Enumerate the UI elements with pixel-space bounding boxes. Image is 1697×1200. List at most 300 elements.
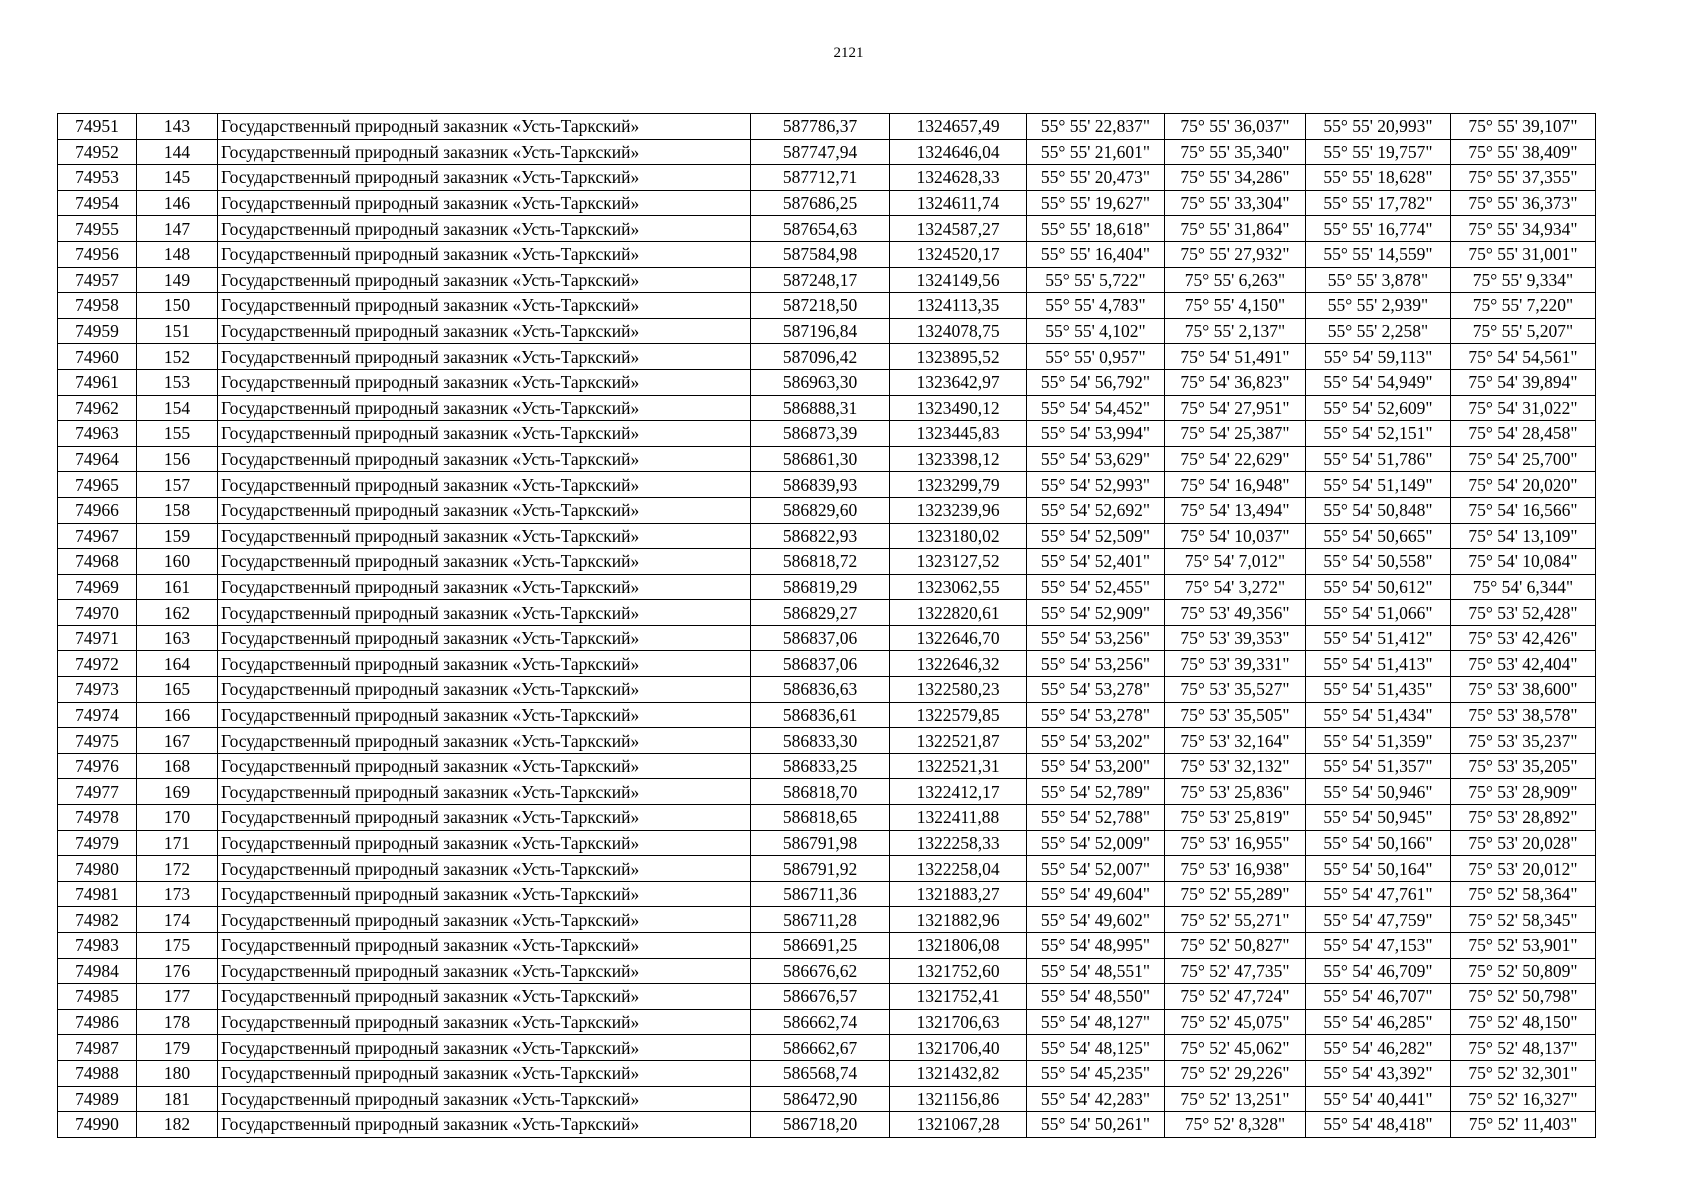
reserve-name-cell: Государственный природный заказник «Усть-Таркский» <box>218 984 751 1010</box>
longitude-alt-cell: 75° 55' 34,934" <box>1451 216 1596 242</box>
latitude-cell: 55° 54' 49,602" <box>1027 907 1165 933</box>
latitude-cell: 55° 54' 53,994" <box>1027 421 1165 447</box>
longitude-cell: 75° 52' 47,735" <box>1165 958 1306 984</box>
record-id-cell: 74972 <box>58 651 137 677</box>
table-row <box>58 651 1596 677</box>
record-id-cell: 74954 <box>58 190 137 216</box>
longitude-alt-cell: 75° 53' 42,426" <box>1451 625 1596 651</box>
point-number-cell: 176 <box>137 958 218 984</box>
table-row <box>58 805 1596 831</box>
latitude-cell: 55° 54' 48,127" <box>1027 1009 1165 1035</box>
table-row <box>58 472 1596 498</box>
longitude-cell: 75° 54' 36,823" <box>1165 369 1306 395</box>
longitude-alt-cell: 75° 53' 20,028" <box>1451 830 1596 856</box>
table-row <box>58 421 1596 447</box>
longitude-cell: 75° 53' 25,836" <box>1165 779 1306 805</box>
x-coordinate-cell: 586837,06 <box>751 625 890 651</box>
x-coordinate-cell: 586818,70 <box>751 779 890 805</box>
longitude-alt-cell: 75° 54' 25,700" <box>1451 446 1596 472</box>
reserve-name-cell: Государственный природный заказник «Усть-Таркский» <box>218 1035 751 1061</box>
longitude-alt-cell: 75° 53' 28,909" <box>1451 779 1596 805</box>
latitude-cell: 55° 55' 18,618" <box>1027 216 1165 242</box>
record-id-cell: 74983 <box>58 933 137 959</box>
longitude-cell: 75° 55' 4,150" <box>1165 293 1306 319</box>
y-coordinate-cell: 1322412,17 <box>890 779 1027 805</box>
point-number-cell: 152 <box>137 344 218 370</box>
longitude-cell: 75° 52' 50,827" <box>1165 933 1306 959</box>
reserve-name-cell: Государственный природный заказник «Усть-Таркский» <box>218 344 751 370</box>
point-number-cell: 177 <box>137 984 218 1010</box>
y-coordinate-cell: 1321156,86 <box>890 1086 1027 1112</box>
table-body <box>58 114 1596 1138</box>
reserve-name-cell: Государственный природный заказник «Усть-Таркский» <box>218 472 751 498</box>
table-row <box>58 395 1596 421</box>
latitude-cell: 55° 54' 53,278" <box>1027 677 1165 703</box>
longitude-cell: 75° 53' 39,331" <box>1165 651 1306 677</box>
latitude-cell: 55° 54' 45,235" <box>1027 1060 1165 1086</box>
reserve-name-cell: Государственный природный заказник «Усть-Таркский» <box>218 165 751 191</box>
latitude-cell: 55° 54' 48,125" <box>1027 1035 1165 1061</box>
reserve-name-cell: Государственный природный заказник «Усть-Таркский» <box>218 651 751 677</box>
latitude-cell: 55° 55' 5,722" <box>1027 267 1165 293</box>
longitude-cell: 75° 55' 2,137" <box>1165 318 1306 344</box>
reserve-name-cell: Государственный природный заказник «Усть-Таркский» <box>218 216 751 242</box>
latitude-cell: 55° 54' 53,278" <box>1027 702 1165 728</box>
latitude-alt-cell: 55° 54' 51,149" <box>1306 472 1451 498</box>
latitude-alt-cell: 55° 54' 51,066" <box>1306 600 1451 626</box>
longitude-cell: 75° 53' 16,955" <box>1165 830 1306 856</box>
table-row <box>58 753 1596 779</box>
latitude-alt-cell: 55° 54' 47,759" <box>1306 907 1451 933</box>
point-number-cell: 172 <box>137 856 218 882</box>
longitude-alt-cell: 75° 54' 6,344" <box>1451 574 1596 600</box>
longitude-alt-cell: 75° 53' 35,205" <box>1451 753 1596 779</box>
reserve-name-cell: Государственный природный заказник «Усть-Таркский» <box>218 600 751 626</box>
longitude-alt-cell: 75° 52' 48,137" <box>1451 1035 1596 1061</box>
table-row <box>58 114 1596 140</box>
latitude-alt-cell: 55° 54' 54,949" <box>1306 369 1451 395</box>
table-row <box>58 933 1596 959</box>
latitude-alt-cell: 55° 55' 2,939" <box>1306 293 1451 319</box>
longitude-alt-cell: 75° 52' 48,150" <box>1451 1009 1596 1035</box>
x-coordinate-cell: 586819,29 <box>751 574 890 600</box>
longitude-cell: 75° 55' 35,340" <box>1165 139 1306 165</box>
latitude-cell: 55° 55' 0,957" <box>1027 344 1165 370</box>
point-number-cell: 146 <box>137 190 218 216</box>
longitude-cell: 75° 54' 16,948" <box>1165 472 1306 498</box>
x-coordinate-cell: 586718,20 <box>751 1112 890 1138</box>
latitude-alt-cell: 55° 54' 50,945" <box>1306 805 1451 831</box>
longitude-cell: 75° 52' 13,251" <box>1165 1086 1306 1112</box>
y-coordinate-cell: 1324628,33 <box>890 165 1027 191</box>
record-id-cell: 74968 <box>58 549 137 575</box>
latitude-alt-cell: 55° 54' 50,166" <box>1306 830 1451 856</box>
latitude-cell: 55° 54' 52,909" <box>1027 600 1165 626</box>
x-coordinate-cell: 586711,36 <box>751 881 890 907</box>
reserve-name-cell: Государственный природный заказник «Усть-Таркский» <box>218 395 751 421</box>
longitude-cell: 75° 55' 6,263" <box>1165 267 1306 293</box>
latitude-alt-cell: 55° 54' 50,558" <box>1306 549 1451 575</box>
point-number-cell: 171 <box>137 830 218 856</box>
x-coordinate-cell: 586662,74 <box>751 1009 890 1035</box>
longitude-alt-cell: 75° 55' 31,001" <box>1451 241 1596 267</box>
point-number-cell: 151 <box>137 318 218 344</box>
latitude-alt-cell: 55° 54' 50,946" <box>1306 779 1451 805</box>
point-number-cell: 165 <box>137 677 218 703</box>
latitude-cell: 55° 54' 53,202" <box>1027 728 1165 754</box>
y-coordinate-cell: 1324587,27 <box>890 216 1027 242</box>
record-id-cell: 74969 <box>58 574 137 600</box>
y-coordinate-cell: 1324657,49 <box>890 114 1027 140</box>
longitude-alt-cell: 75° 54' 54,561" <box>1451 344 1596 370</box>
latitude-cell: 55° 54' 48,550" <box>1027 984 1165 1010</box>
record-id-cell: 74966 <box>58 497 137 523</box>
point-number-cell: 145 <box>137 165 218 191</box>
latitude-cell: 55° 54' 52,401" <box>1027 549 1165 575</box>
reserve-name-cell: Государственный природный заказник «Усть-Таркский» <box>218 881 751 907</box>
longitude-alt-cell: 75° 52' 50,798" <box>1451 984 1596 1010</box>
table-row <box>58 830 1596 856</box>
longitude-alt-cell: 75° 52' 53,901" <box>1451 933 1596 959</box>
y-coordinate-cell: 1324520,17 <box>890 241 1027 267</box>
record-id-cell: 74956 <box>58 241 137 267</box>
y-coordinate-cell: 1322411,88 <box>890 805 1027 831</box>
x-coordinate-cell: 586676,57 <box>751 984 890 1010</box>
x-coordinate-cell: 586836,63 <box>751 677 890 703</box>
longitude-cell: 75° 54' 27,951" <box>1165 395 1306 421</box>
longitude-cell: 75° 52' 45,062" <box>1165 1035 1306 1061</box>
longitude-cell: 75° 55' 34,286" <box>1165 165 1306 191</box>
longitude-alt-cell: 75° 55' 5,207" <box>1451 318 1596 344</box>
point-number-cell: 164 <box>137 651 218 677</box>
y-coordinate-cell: 1323299,79 <box>890 472 1027 498</box>
x-coordinate-cell: 587218,50 <box>751 293 890 319</box>
table-row <box>58 318 1596 344</box>
record-id-cell: 74958 <box>58 293 137 319</box>
record-id-cell: 74959 <box>58 318 137 344</box>
latitude-alt-cell: 55° 54' 46,282" <box>1306 1035 1451 1061</box>
point-number-cell: 179 <box>137 1035 218 1061</box>
y-coordinate-cell: 1321432,82 <box>890 1060 1027 1086</box>
longitude-alt-cell: 75° 52' 58,364" <box>1451 881 1596 907</box>
latitude-alt-cell: 55° 54' 43,392" <box>1306 1060 1451 1086</box>
coordinates-table <box>57 113 1596 1138</box>
reserve-name-cell: Государственный природный заказник «Усть-Таркский» <box>218 497 751 523</box>
x-coordinate-cell: 586691,25 <box>751 933 890 959</box>
longitude-alt-cell: 75° 54' 13,109" <box>1451 523 1596 549</box>
table-row <box>58 907 1596 933</box>
table-row <box>58 728 1596 754</box>
longitude-alt-cell: 75° 53' 28,892" <box>1451 805 1596 831</box>
table-row <box>58 139 1596 165</box>
y-coordinate-cell: 1322646,32 <box>890 651 1027 677</box>
reserve-name-cell: Государственный природный заказник «Усть-Таркский» <box>218 139 751 165</box>
latitude-alt-cell: 55° 54' 48,418" <box>1306 1112 1451 1138</box>
longitude-cell: 75° 54' 22,629" <box>1165 446 1306 472</box>
reserve-name-cell: Государственный природный заказник «Усть-Таркский» <box>218 293 751 319</box>
y-coordinate-cell: 1322258,04 <box>890 856 1027 882</box>
latitude-cell: 55° 54' 53,200" <box>1027 753 1165 779</box>
x-coordinate-cell: 586822,93 <box>751 523 890 549</box>
y-coordinate-cell: 1321706,40 <box>890 1035 1027 1061</box>
table-row <box>58 549 1596 575</box>
point-number-cell: 150 <box>137 293 218 319</box>
longitude-alt-cell: 75° 52' 58,345" <box>1451 907 1596 933</box>
latitude-alt-cell: 55° 54' 51,412" <box>1306 625 1451 651</box>
point-number-cell: 154 <box>137 395 218 421</box>
latitude-cell: 55° 54' 52,789" <box>1027 779 1165 805</box>
longitude-cell: 75° 53' 35,505" <box>1165 702 1306 728</box>
x-coordinate-cell: 587248,17 <box>751 267 890 293</box>
latitude-alt-cell: 55° 54' 46,285" <box>1306 1009 1451 1035</box>
x-coordinate-cell: 586662,67 <box>751 1035 890 1061</box>
reserve-name-cell: Государственный природный заказник «Усть-Таркский» <box>218 856 751 882</box>
x-coordinate-cell: 586472,90 <box>751 1086 890 1112</box>
longitude-cell: 75° 53' 49,356" <box>1165 600 1306 626</box>
reserve-name-cell: Государственный природный заказник «Усть-Таркский» <box>218 421 751 447</box>
page-number: 2121 <box>833 45 864 61</box>
record-id-cell: 74978 <box>58 805 137 831</box>
point-number-cell: 178 <box>137 1009 218 1035</box>
x-coordinate-cell: 587654,63 <box>751 216 890 242</box>
x-coordinate-cell: 586837,06 <box>751 651 890 677</box>
longitude-alt-cell: 75° 52' 11,403" <box>1451 1112 1596 1138</box>
y-coordinate-cell: 1322579,85 <box>890 702 1027 728</box>
x-coordinate-cell: 586839,93 <box>751 472 890 498</box>
latitude-alt-cell: 55° 54' 47,153" <box>1306 933 1451 959</box>
x-coordinate-cell: 586818,65 <box>751 805 890 831</box>
record-id-cell: 74965 <box>58 472 137 498</box>
longitude-alt-cell: 75° 54' 16,566" <box>1451 497 1596 523</box>
x-coordinate-cell: 586791,98 <box>751 830 890 856</box>
table-row <box>58 1035 1596 1061</box>
table-row <box>58 958 1596 984</box>
record-id-cell: 74962 <box>58 395 137 421</box>
latitude-alt-cell: 55° 54' 51,413" <box>1306 651 1451 677</box>
y-coordinate-cell: 1324646,04 <box>890 139 1027 165</box>
reserve-name-cell: Государственный природный заказник «Усть-Таркский» <box>218 753 751 779</box>
latitude-alt-cell: 55° 55' 19,757" <box>1306 139 1451 165</box>
longitude-cell: 75° 53' 32,164" <box>1165 728 1306 754</box>
latitude-alt-cell: 55° 54' 50,665" <box>1306 523 1451 549</box>
latitude-alt-cell: 55° 54' 59,113" <box>1306 344 1451 370</box>
record-id-cell: 74986 <box>58 1009 137 1035</box>
y-coordinate-cell: 1321806,08 <box>890 933 1027 959</box>
record-id-cell: 74975 <box>58 728 137 754</box>
x-coordinate-cell: 587686,25 <box>751 190 890 216</box>
y-coordinate-cell: 1324611,74 <box>890 190 1027 216</box>
record-id-cell: 74981 <box>58 881 137 907</box>
longitude-alt-cell: 75° 53' 35,237" <box>1451 728 1596 754</box>
latitude-cell: 55° 54' 53,256" <box>1027 625 1165 651</box>
x-coordinate-cell: 586861,30 <box>751 446 890 472</box>
x-coordinate-cell: 586873,39 <box>751 421 890 447</box>
longitude-alt-cell: 75° 54' 39,894" <box>1451 369 1596 395</box>
latitude-cell: 55° 54' 53,256" <box>1027 651 1165 677</box>
latitude-alt-cell: 55° 54' 52,609" <box>1306 395 1451 421</box>
y-coordinate-cell: 1324149,56 <box>890 267 1027 293</box>
point-number-cell: 153 <box>137 369 218 395</box>
y-coordinate-cell: 1322521,31 <box>890 753 1027 779</box>
record-id-cell: 74980 <box>58 856 137 882</box>
longitude-cell: 75° 55' 33,304" <box>1165 190 1306 216</box>
y-coordinate-cell: 1321067,28 <box>890 1112 1027 1138</box>
longitude-cell: 75° 53' 32,132" <box>1165 753 1306 779</box>
y-coordinate-cell: 1324078,75 <box>890 318 1027 344</box>
longitude-cell: 75° 53' 25,819" <box>1165 805 1306 831</box>
point-number-cell: 158 <box>137 497 218 523</box>
longitude-cell: 75° 52' 29,226" <box>1165 1060 1306 1086</box>
record-id-cell: 74985 <box>58 984 137 1010</box>
reserve-name-cell: Государственный природный заказник «Усть-Таркский» <box>218 779 751 805</box>
table-row <box>58 267 1596 293</box>
record-id-cell: 74987 <box>58 1035 137 1061</box>
record-id-cell: 74977 <box>58 779 137 805</box>
table-row <box>58 241 1596 267</box>
x-coordinate-cell: 586833,30 <box>751 728 890 754</box>
record-id-cell: 74979 <box>58 830 137 856</box>
reserve-name-cell: Государственный природный заказник «Усть-Таркский» <box>218 677 751 703</box>
point-number-cell: 162 <box>137 600 218 626</box>
latitude-cell: 55° 54' 52,692" <box>1027 497 1165 523</box>
y-coordinate-cell: 1322646,70 <box>890 625 1027 651</box>
latitude-alt-cell: 55° 54' 50,164" <box>1306 856 1451 882</box>
table-row <box>58 1009 1596 1035</box>
latitude-alt-cell: 55° 54' 51,786" <box>1306 446 1451 472</box>
reserve-name-cell: Государственный природный заказник «Усть-Таркский» <box>218 446 751 472</box>
latitude-alt-cell: 55° 55' 16,774" <box>1306 216 1451 242</box>
y-coordinate-cell: 1321883,27 <box>890 881 1027 907</box>
reserve-name-cell: Государственный природный заказник «Усть-Таркский» <box>218 574 751 600</box>
latitude-alt-cell: 55° 54' 52,151" <box>1306 421 1451 447</box>
x-coordinate-cell: 587747,94 <box>751 139 890 165</box>
y-coordinate-cell: 1323398,12 <box>890 446 1027 472</box>
record-id-cell: 74960 <box>58 344 137 370</box>
latitude-cell: 55° 55' 20,473" <box>1027 165 1165 191</box>
y-coordinate-cell: 1321752,60 <box>890 958 1027 984</box>
longitude-cell: 75° 52' 45,075" <box>1165 1009 1306 1035</box>
reserve-name-cell: Государственный природный заказник «Усть-Таркский» <box>218 805 751 831</box>
record-id-cell: 74984 <box>58 958 137 984</box>
point-number-cell: 147 <box>137 216 218 242</box>
table-row <box>58 984 1596 1010</box>
y-coordinate-cell: 1323127,52 <box>890 549 1027 575</box>
reserve-name-cell: Государственный природный заказник «Усть-Таркский» <box>218 933 751 959</box>
reserve-name-cell: Государственный природный заказник «Усть-Таркский» <box>218 1112 751 1138</box>
x-coordinate-cell: 587786,37 <box>751 114 890 140</box>
latitude-cell: 55° 55' 16,404" <box>1027 241 1165 267</box>
point-number-cell: 163 <box>137 625 218 651</box>
point-number-cell: 148 <box>137 241 218 267</box>
longitude-cell: 75° 52' 55,289" <box>1165 881 1306 907</box>
point-number-cell: 143 <box>137 114 218 140</box>
point-number-cell: 149 <box>137 267 218 293</box>
longitude-cell: 75° 54' 7,012" <box>1165 549 1306 575</box>
point-number-cell: 167 <box>137 728 218 754</box>
latitude-alt-cell: 55° 55' 2,258" <box>1306 318 1451 344</box>
table-row <box>58 600 1596 626</box>
reserve-name-cell: Государственный природный заказник «Усть-Таркский» <box>218 830 751 856</box>
reserve-name-cell: Государственный природный заказник «Усть-Таркский» <box>218 114 751 140</box>
point-number-cell: 173 <box>137 881 218 907</box>
latitude-cell: 55° 54' 52,009" <box>1027 830 1165 856</box>
latitude-cell: 55° 55' 22,837" <box>1027 114 1165 140</box>
latitude-cell: 55° 54' 49,604" <box>1027 881 1165 907</box>
point-number-cell: 170 <box>137 805 218 831</box>
point-number-cell: 155 <box>137 421 218 447</box>
longitude-cell: 75° 54' 10,037" <box>1165 523 1306 549</box>
latitude-alt-cell: 55° 55' 14,559" <box>1306 241 1451 267</box>
y-coordinate-cell: 1323490,12 <box>890 395 1027 421</box>
table-row <box>58 293 1596 319</box>
y-coordinate-cell: 1323895,52 <box>890 344 1027 370</box>
record-id-cell: 74989 <box>58 1086 137 1112</box>
point-number-cell: 182 <box>137 1112 218 1138</box>
table-row <box>58 369 1596 395</box>
record-id-cell: 74963 <box>58 421 137 447</box>
y-coordinate-cell: 1322580,23 <box>890 677 1027 703</box>
y-coordinate-cell: 1321706,63 <box>890 1009 1027 1035</box>
longitude-alt-cell: 75° 55' 36,373" <box>1451 190 1596 216</box>
point-number-cell: 159 <box>137 523 218 549</box>
latitude-cell: 55° 54' 52,007" <box>1027 856 1165 882</box>
latitude-cell: 55° 54' 52,455" <box>1027 574 1165 600</box>
reserve-name-cell: Государственный природный заказник «Усть-Таркский» <box>218 190 751 216</box>
record-id-cell: 74973 <box>58 677 137 703</box>
latitude-cell: 55° 55' 21,601" <box>1027 139 1165 165</box>
x-coordinate-cell: 587712,71 <box>751 165 890 191</box>
longitude-cell: 75° 53' 35,527" <box>1165 677 1306 703</box>
latitude-cell: 55° 54' 54,452" <box>1027 395 1165 421</box>
point-number-cell: 160 <box>137 549 218 575</box>
x-coordinate-cell: 586676,62 <box>751 958 890 984</box>
latitude-alt-cell: 55° 54' 50,848" <box>1306 497 1451 523</box>
point-number-cell: 174 <box>137 907 218 933</box>
reserve-name-cell: Государственный природный заказник «Усть-Таркский» <box>218 1060 751 1086</box>
table-row <box>58 856 1596 882</box>
record-id-cell: 74982 <box>58 907 137 933</box>
latitude-cell: 55° 54' 42,283" <box>1027 1086 1165 1112</box>
record-id-cell: 74976 <box>58 753 137 779</box>
longitude-cell: 75° 52' 47,724" <box>1165 984 1306 1010</box>
latitude-cell: 55° 55' 4,102" <box>1027 318 1165 344</box>
longitude-alt-cell: 75° 54' 10,084" <box>1451 549 1596 575</box>
latitude-alt-cell: 55° 54' 47,761" <box>1306 881 1451 907</box>
y-coordinate-cell: 1321752,41 <box>890 984 1027 1010</box>
record-id-cell: 74971 <box>58 625 137 651</box>
reserve-name-cell: Государственный природный заказник «Усть-Таркский» <box>218 523 751 549</box>
point-number-cell: 161 <box>137 574 218 600</box>
x-coordinate-cell: 586963,30 <box>751 369 890 395</box>
table-row <box>58 881 1596 907</box>
longitude-cell: 75° 52' 8,328" <box>1165 1112 1306 1138</box>
latitude-alt-cell: 55° 54' 46,709" <box>1306 958 1451 984</box>
record-id-cell: 74970 <box>58 600 137 626</box>
table-row <box>58 1112 1596 1138</box>
y-coordinate-cell: 1323062,55 <box>890 574 1027 600</box>
table-row <box>58 625 1596 651</box>
y-coordinate-cell: 1323445,83 <box>890 421 1027 447</box>
longitude-alt-cell: 75° 52' 32,301" <box>1451 1060 1596 1086</box>
table-row <box>58 1086 1596 1112</box>
reserve-name-cell: Государственный природный заказник «Усть-Таркский» <box>218 728 751 754</box>
latitude-alt-cell: 55° 54' 46,707" <box>1306 984 1451 1010</box>
latitude-cell: 55° 54' 56,792" <box>1027 369 1165 395</box>
latitude-alt-cell: 55° 54' 51,357" <box>1306 753 1451 779</box>
longitude-alt-cell: 75° 55' 9,334" <box>1451 267 1596 293</box>
latitude-alt-cell: 55° 55' 3,878" <box>1306 267 1451 293</box>
x-coordinate-cell: 586833,25 <box>751 753 890 779</box>
